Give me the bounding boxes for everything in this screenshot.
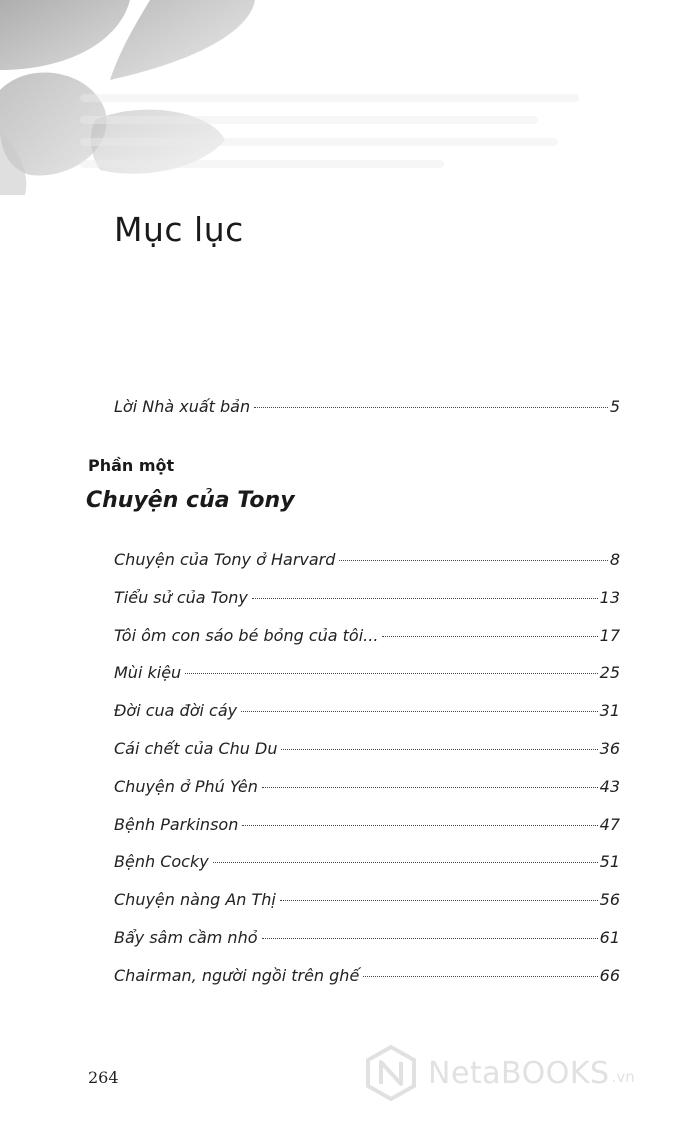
dot-leader (281, 749, 597, 750)
dot-leader (363, 976, 597, 977)
toc-entry-label: Tiểu sử của Tony (114, 587, 248, 607)
toc-entry (114, 928, 620, 966)
toc-entry-page: 13 (599, 587, 620, 607)
dot-leader (242, 825, 597, 826)
toc-entry-page: 51 (599, 852, 620, 872)
page-number: 264 (88, 1068, 119, 1087)
toc-entry (114, 777, 620, 815)
part-title: Chuyện của Tony (86, 488, 295, 513)
toc-entry (114, 550, 620, 588)
toc-entry-page: 56 (599, 890, 620, 910)
toc-entry-page: 61 (599, 927, 620, 947)
toc-entry (114, 815, 620, 853)
dot-leader (280, 900, 598, 901)
page-title: Mục lục (114, 210, 244, 249)
dot-leader (262, 787, 598, 788)
toc-entry-page: 66 (599, 965, 620, 985)
toc-entry-page: 8 (609, 550, 620, 569)
toc-entry-label: Lời Nhà xuất bản (114, 397, 251, 416)
toc-entry-label: Chuyện ở Phú Yên (114, 776, 258, 796)
toc-entry (114, 852, 620, 890)
toc-entry-page: 36 (599, 738, 620, 758)
part-label: Phần một (88, 456, 175, 475)
toc-list (114, 550, 620, 1004)
watermark-brand: NetaBOOKS (428, 1055, 610, 1091)
toc-entry-label: Mùi kiệu (114, 663, 182, 683)
dot-leader (241, 711, 598, 712)
toc-entry-page: 47 (599, 814, 620, 834)
toc-entry (114, 701, 620, 739)
toc-entry-label: Bẩy sâm cầm nhỏ (114, 927, 258, 947)
toc-entry-label: Chairman, người ngồi trên ghế (114, 965, 360, 985)
toc-entry-page: 43 (599, 776, 620, 796)
toc-entry (114, 890, 620, 928)
toc-entry-label: Tôi ôm con sáo bé bỏng của tôi... (114, 625, 379, 645)
toc-entry-intro (114, 397, 620, 416)
toc-entry (114, 966, 620, 1004)
toc-entry (114, 739, 620, 777)
toc-entry-label: Chuyện nàng An Thị (114, 890, 276, 910)
dot-leader (382, 636, 597, 637)
netabooks-logo-icon (362, 1044, 420, 1102)
toc-entry-label: Đời cua đời cáy (114, 701, 238, 721)
toc-entry (114, 663, 620, 701)
toc-entry-page: 5 (609, 397, 620, 416)
toc-entry-page: 17 (599, 625, 620, 645)
toc-entry-label: Cái chết của Chu Du (114, 738, 278, 758)
dot-leader (213, 862, 598, 863)
dot-leader (254, 407, 608, 408)
watermark (362, 1044, 635, 1102)
toc-entry-label: Bệnh Cocky (114, 852, 209, 872)
toc-entry-page: 25 (599, 663, 620, 683)
toc-entry (114, 626, 620, 664)
dot-leader (185, 673, 597, 674)
dot-leader (262, 938, 598, 939)
bleed-through-text (80, 80, 600, 220)
toc-entry (114, 588, 620, 626)
toc-entry-page: 31 (599, 701, 620, 721)
dot-leader (339, 560, 607, 561)
toc-entry-label: Bệnh Parkinson (114, 814, 239, 834)
toc-entry-label: Chuyện của Tony ở Harvard (114, 550, 336, 569)
watermark-suffix: .vn (611, 1068, 635, 1086)
dot-leader (252, 598, 598, 599)
